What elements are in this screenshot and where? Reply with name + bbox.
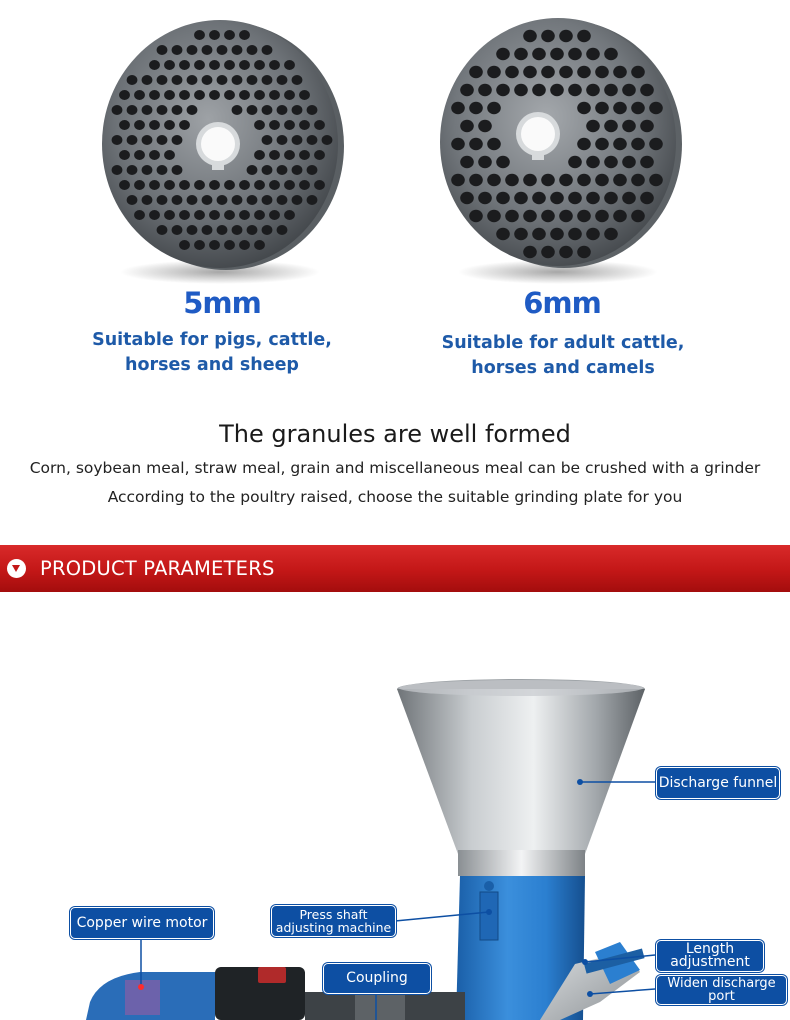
die-hole bbox=[284, 150, 295, 160]
die-hole bbox=[232, 105, 243, 115]
die-hole bbox=[179, 180, 190, 190]
die-hole bbox=[254, 60, 265, 70]
die-hole bbox=[496, 192, 510, 205]
die-hole bbox=[262, 75, 273, 85]
die-hole bbox=[164, 120, 175, 130]
die-hole bbox=[194, 240, 205, 250]
die-hole bbox=[487, 210, 501, 223]
die-hole bbox=[224, 180, 235, 190]
suitability-line-2: horses and sheep bbox=[125, 355, 299, 375]
die-hole bbox=[119, 180, 130, 190]
die-hole bbox=[487, 102, 501, 115]
die-hole bbox=[559, 246, 573, 259]
die-hole bbox=[451, 102, 465, 115]
die-hole bbox=[217, 225, 228, 235]
die-hole bbox=[523, 210, 537, 223]
label-coupling: Coupling bbox=[323, 963, 431, 994]
die-hole bbox=[239, 60, 250, 70]
description-line-1: Corn, soybean meal, straw meal, grain and miscellaneous meal can be crushed with a grinder bbox=[29, 459, 761, 477]
die-hole bbox=[194, 60, 205, 70]
die-hole bbox=[277, 225, 288, 235]
die-hole bbox=[262, 105, 273, 115]
die-hole bbox=[239, 240, 250, 250]
die-hole bbox=[269, 150, 280, 160]
die-hole bbox=[224, 240, 235, 250]
die-hole bbox=[157, 165, 168, 175]
die-hole bbox=[224, 90, 235, 100]
die-plate-6mm-image bbox=[430, 8, 690, 288]
die-hole bbox=[292, 135, 303, 145]
die-hole bbox=[254, 120, 265, 130]
die-hole bbox=[134, 90, 145, 100]
die-hole bbox=[577, 30, 591, 43]
die-hole bbox=[202, 225, 213, 235]
die-hole bbox=[202, 195, 213, 205]
length-line-1: Length bbox=[685, 941, 735, 957]
die-hole bbox=[469, 210, 483, 223]
die-hole bbox=[277, 135, 288, 145]
die-hole bbox=[631, 138, 645, 151]
die-hole bbox=[577, 246, 591, 259]
die-hole bbox=[179, 240, 190, 250]
die-hole bbox=[142, 195, 153, 205]
die-hole bbox=[604, 228, 618, 241]
die-hole bbox=[550, 48, 564, 61]
die-hole bbox=[532, 192, 546, 205]
die-hole bbox=[595, 210, 609, 223]
die-hole bbox=[586, 156, 600, 169]
label-discharge-funnel: Discharge funnel bbox=[656, 767, 780, 799]
die-hole bbox=[523, 246, 537, 259]
die-hole bbox=[134, 180, 145, 190]
die-hole bbox=[247, 225, 258, 235]
die-hole bbox=[505, 174, 519, 187]
die-hole bbox=[134, 150, 145, 160]
suitability-line-1: Suitable for pigs, cattle, bbox=[92, 330, 332, 350]
die-hole bbox=[307, 105, 318, 115]
plate-suitability-5mm bbox=[62, 328, 362, 378]
die-hole bbox=[157, 225, 168, 235]
die-hole bbox=[487, 174, 501, 187]
die-hole bbox=[640, 120, 654, 133]
die-hole bbox=[269, 120, 280, 130]
die-hole bbox=[112, 135, 123, 145]
chevron-down-icon bbox=[7, 559, 26, 578]
die-hole bbox=[631, 66, 645, 79]
die-hole bbox=[460, 84, 474, 97]
die-hole bbox=[217, 75, 228, 85]
die-hole bbox=[568, 156, 582, 169]
die-hole bbox=[149, 60, 160, 70]
die-hole bbox=[505, 66, 519, 79]
die-hole bbox=[224, 210, 235, 220]
die-hole bbox=[478, 120, 492, 133]
die-hole bbox=[314, 150, 325, 160]
die-hole bbox=[496, 228, 510, 241]
die-hole bbox=[292, 195, 303, 205]
die-hole bbox=[134, 120, 145, 130]
die-hole bbox=[254, 90, 265, 100]
die-hole bbox=[640, 156, 654, 169]
die-hole bbox=[478, 156, 492, 169]
die-hole bbox=[247, 45, 258, 55]
die-hole bbox=[613, 138, 627, 151]
die-hole bbox=[209, 210, 220, 220]
die-hole bbox=[523, 174, 537, 187]
die-hole bbox=[541, 210, 555, 223]
die-hole bbox=[631, 102, 645, 115]
die-hole bbox=[559, 30, 573, 43]
section-title: PRODUCT PARAMETERS bbox=[40, 557, 275, 580]
die-hole bbox=[314, 180, 325, 190]
die-hole bbox=[164, 210, 175, 220]
die-hole bbox=[269, 90, 280, 100]
die-hole bbox=[209, 180, 220, 190]
die-hole bbox=[269, 180, 280, 190]
label-copper-wire-motor: Copper wire motor bbox=[70, 907, 214, 939]
die-hole bbox=[622, 84, 636, 97]
die-hole bbox=[269, 210, 280, 220]
die-hole bbox=[277, 195, 288, 205]
die-hole bbox=[292, 105, 303, 115]
die-hole bbox=[194, 210, 205, 220]
die-plate-5mm-image bbox=[90, 10, 350, 290]
suitability-line-2: horses and camels bbox=[471, 358, 655, 378]
label-length-adjustment bbox=[656, 940, 764, 972]
die-hole bbox=[209, 90, 220, 100]
die-hole bbox=[284, 180, 295, 190]
die-hole bbox=[649, 174, 663, 187]
die-hole bbox=[239, 90, 250, 100]
die-hole bbox=[541, 246, 555, 259]
granules-headline: The granules are well formed bbox=[219, 420, 571, 448]
die-hole bbox=[209, 30, 220, 40]
die-hole bbox=[613, 102, 627, 115]
die-hole bbox=[532, 84, 546, 97]
die-hole bbox=[292, 75, 303, 85]
press-shaft-line-2: adjusting machine bbox=[275, 920, 392, 935]
die-hole bbox=[314, 120, 325, 130]
die-hole bbox=[640, 84, 654, 97]
die-hole bbox=[254, 180, 265, 190]
die-hole bbox=[187, 105, 198, 115]
die-hole bbox=[172, 165, 183, 175]
die-hole bbox=[232, 75, 243, 85]
die-hole bbox=[299, 120, 310, 130]
die-hole bbox=[568, 48, 582, 61]
die-hole bbox=[532, 48, 546, 61]
die-hole bbox=[239, 180, 250, 190]
die-hole bbox=[586, 192, 600, 205]
die-hole bbox=[179, 210, 190, 220]
die-hole bbox=[595, 174, 609, 187]
die-hole bbox=[604, 120, 618, 133]
die-hole bbox=[631, 210, 645, 223]
die-hole bbox=[523, 66, 537, 79]
die-hole bbox=[157, 75, 168, 85]
die-hole bbox=[595, 66, 609, 79]
die-hole bbox=[550, 228, 564, 241]
die-hole bbox=[209, 240, 220, 250]
die-hole bbox=[586, 84, 600, 97]
die-hole bbox=[142, 165, 153, 175]
die-hole bbox=[469, 66, 483, 79]
die-hole bbox=[532, 228, 546, 241]
die-hole bbox=[239, 30, 250, 40]
die-hole bbox=[649, 102, 663, 115]
die-hole bbox=[284, 90, 295, 100]
die-hole bbox=[307, 135, 318, 145]
die-hole bbox=[247, 75, 258, 85]
die-hole bbox=[496, 156, 510, 169]
die-hole bbox=[568, 84, 582, 97]
die-hole bbox=[127, 165, 138, 175]
die-hole bbox=[149, 120, 160, 130]
die-hole bbox=[179, 60, 190, 70]
die-hole bbox=[209, 60, 220, 70]
section-banner bbox=[0, 545, 790, 592]
die-hole bbox=[577, 66, 591, 79]
die-hole bbox=[149, 210, 160, 220]
die-hole bbox=[559, 66, 573, 79]
die-hole bbox=[179, 120, 190, 130]
die-hole bbox=[292, 165, 303, 175]
die-hole bbox=[595, 102, 609, 115]
die-hole bbox=[649, 138, 663, 151]
die-hole bbox=[460, 120, 474, 133]
die-hole bbox=[299, 90, 310, 100]
die-hole bbox=[127, 195, 138, 205]
die-hole bbox=[586, 48, 600, 61]
label-widen-discharge-port: Widen discharge port bbox=[656, 975, 787, 1005]
die-hole bbox=[164, 150, 175, 160]
die-hole bbox=[224, 30, 235, 40]
die-hole bbox=[172, 45, 183, 55]
die-hole bbox=[541, 66, 555, 79]
die-hole bbox=[451, 138, 465, 151]
die-hole bbox=[157, 105, 168, 115]
die-hole bbox=[119, 120, 130, 130]
die-hole bbox=[262, 225, 273, 235]
die-hole bbox=[622, 192, 636, 205]
die-hole bbox=[478, 84, 492, 97]
die-hole bbox=[172, 135, 183, 145]
die-hole bbox=[224, 60, 235, 70]
die-hole bbox=[149, 90, 160, 100]
die-hole bbox=[164, 60, 175, 70]
die-hole bbox=[149, 180, 160, 190]
die-hole bbox=[541, 174, 555, 187]
die-hole bbox=[119, 90, 130, 100]
die-hole bbox=[149, 150, 160, 160]
die-hole bbox=[194, 30, 205, 40]
die-hole bbox=[496, 48, 510, 61]
die-hole bbox=[187, 45, 198, 55]
die-hole bbox=[157, 45, 168, 55]
description-line-2: According to the poultry raised, choose the suitable grinding plate for you bbox=[107, 488, 683, 506]
die-hole bbox=[269, 60, 280, 70]
die-hole bbox=[496, 84, 510, 97]
die-hole bbox=[514, 228, 528, 241]
die-hole bbox=[613, 210, 627, 223]
die-hole bbox=[254, 210, 265, 220]
plate-size-5mm: 5mm bbox=[183, 286, 261, 320]
die-hole bbox=[586, 228, 600, 241]
suitability-line-1: Suitable for adult cattle, bbox=[441, 333, 685, 353]
die-hole bbox=[523, 30, 537, 43]
die-hole bbox=[577, 138, 591, 151]
die-hole bbox=[157, 135, 168, 145]
die-hole bbox=[119, 150, 130, 160]
die-hole bbox=[559, 210, 573, 223]
die-hole bbox=[247, 105, 258, 115]
die-hole bbox=[187, 225, 198, 235]
die-hole bbox=[172, 75, 183, 85]
die-hole bbox=[307, 165, 318, 175]
die-hole bbox=[622, 156, 636, 169]
die-hole bbox=[232, 45, 243, 55]
die-hole bbox=[613, 174, 627, 187]
die-hole bbox=[631, 174, 645, 187]
die-hole bbox=[232, 195, 243, 205]
die-hole bbox=[217, 45, 228, 55]
die-hole bbox=[505, 210, 519, 223]
die-hole bbox=[487, 138, 501, 151]
die-hole bbox=[514, 48, 528, 61]
die-hole bbox=[487, 66, 501, 79]
die-hole bbox=[262, 195, 273, 205]
die-hole bbox=[217, 195, 228, 205]
die-hole bbox=[112, 105, 123, 115]
die-hole bbox=[640, 192, 654, 205]
die-hole bbox=[112, 165, 123, 175]
length-line-2: adjustment bbox=[670, 954, 750, 970]
die-hole bbox=[604, 192, 618, 205]
die-hole bbox=[142, 105, 153, 115]
die-hole bbox=[284, 210, 295, 220]
die-hole bbox=[172, 195, 183, 205]
die-hole bbox=[262, 135, 273, 145]
die-hole bbox=[577, 102, 591, 115]
plate-size-6mm: 6mm bbox=[523, 286, 601, 320]
die-hole bbox=[451, 174, 465, 187]
die-hole bbox=[541, 30, 555, 43]
die-hole bbox=[157, 195, 168, 205]
die-hole bbox=[247, 195, 258, 205]
die-hole bbox=[299, 180, 310, 190]
die-hole bbox=[134, 210, 145, 220]
die-hole bbox=[577, 174, 591, 187]
die-hole bbox=[586, 120, 600, 133]
die-hole bbox=[262, 45, 273, 55]
die-hole bbox=[277, 75, 288, 85]
die-hole bbox=[559, 174, 573, 187]
die-hole bbox=[604, 156, 618, 169]
die-hole bbox=[232, 225, 243, 235]
die-hole bbox=[478, 192, 492, 205]
die-hole bbox=[239, 210, 250, 220]
die-hole bbox=[460, 156, 474, 169]
die-hole bbox=[568, 228, 582, 241]
die-hole bbox=[460, 192, 474, 205]
die-hole bbox=[299, 150, 310, 160]
die-hole bbox=[604, 84, 618, 97]
die-hole bbox=[194, 180, 205, 190]
die-hole bbox=[164, 90, 175, 100]
die-hole bbox=[277, 165, 288, 175]
die-hole bbox=[202, 45, 213, 55]
die-hole bbox=[247, 165, 258, 175]
die-hole bbox=[277, 105, 288, 115]
die-hole bbox=[187, 195, 198, 205]
die-hole bbox=[469, 174, 483, 187]
die-hole bbox=[322, 135, 333, 145]
die-hole bbox=[514, 192, 528, 205]
die-hole bbox=[550, 192, 564, 205]
die-hole bbox=[172, 225, 183, 235]
die-hole bbox=[262, 165, 273, 175]
die-hole bbox=[604, 48, 618, 61]
die-hole bbox=[469, 102, 483, 115]
die-hole bbox=[469, 138, 483, 151]
die-hole bbox=[514, 84, 528, 97]
label-press-shaft-adjusting-machine bbox=[271, 905, 396, 937]
die-hole bbox=[187, 75, 198, 85]
die-hole bbox=[127, 105, 138, 115]
die-hole bbox=[595, 138, 609, 151]
die-hole bbox=[254, 150, 265, 160]
die-hole bbox=[254, 240, 265, 250]
die-hole bbox=[142, 75, 153, 85]
die-hole bbox=[127, 135, 138, 145]
die-hole bbox=[568, 192, 582, 205]
die-hole bbox=[613, 66, 627, 79]
press-shaft-line-1: Press shaft bbox=[299, 907, 368, 922]
die-hole bbox=[172, 105, 183, 115]
die-hole bbox=[284, 120, 295, 130]
die-hole bbox=[307, 195, 318, 205]
die-hole bbox=[179, 90, 190, 100]
die-hole bbox=[127, 75, 138, 85]
die-hole bbox=[284, 60, 295, 70]
die-hole bbox=[202, 75, 213, 85]
die-hole bbox=[550, 84, 564, 97]
die-hole bbox=[164, 180, 175, 190]
die-hole bbox=[577, 210, 591, 223]
die-hole bbox=[622, 120, 636, 133]
die-hole bbox=[194, 90, 205, 100]
plate-suitability-6mm bbox=[413, 331, 713, 381]
die-hole bbox=[142, 135, 153, 145]
